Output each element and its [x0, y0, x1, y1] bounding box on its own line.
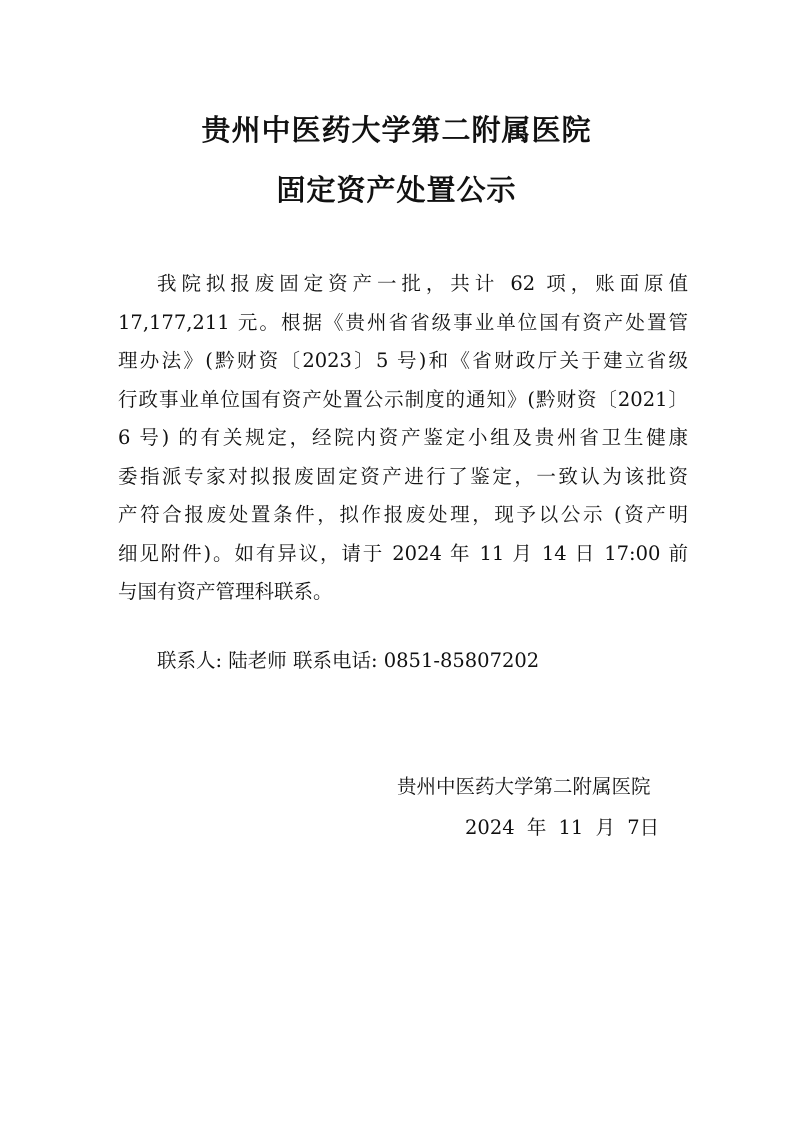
- contact-info: 联系人: 陆老师 联系电话: 0851-85807202: [157, 649, 540, 672]
- body-line: 理办法》(黔财资〔2023〕5 号)和《省财政厅关于建立省级: [118, 349, 688, 372]
- document-body: [118, 265, 688, 612]
- body-line: 产符合报废处置条件，拟作报废处理，现予以公示 (资产明: [118, 503, 688, 526]
- body-line: 与国有资产管理科联系。: [118, 580, 333, 603]
- body-line: 17,177,211 元。根据《贵州省省级事业单位国有资产处置管: [118, 310, 688, 334]
- body-line: 委指派专家对拟报废固定资产进行了鉴定，一致认为该批资: [118, 464, 688, 488]
- document-title-line1: 贵州中医药大学第二附属医院: [201, 113, 592, 147]
- body-line: 6 号) 的有关规定，经院内资产鉴定小组及贵州省卫生健康: [118, 426, 688, 449]
- signature-organization: 贵州中医药大学第二附属医院: [397, 775, 651, 798]
- body-line: 我院拟报废固定资产一批，共计 62 项，账面原值: [157, 272, 688, 295]
- signature-date: 2024 年 11 月 7日: [465, 816, 660, 839]
- document-title-line2: 固定资产处置公示: [276, 173, 517, 207]
- body-line: 细见附件)。如有异议，请于 2024 年 11 月 14 日 17:00 前: [118, 541, 688, 565]
- body-line: 行政事业单位国有资产处置公示制度的通知》(黔财资〔2021〕: [118, 387, 688, 411]
